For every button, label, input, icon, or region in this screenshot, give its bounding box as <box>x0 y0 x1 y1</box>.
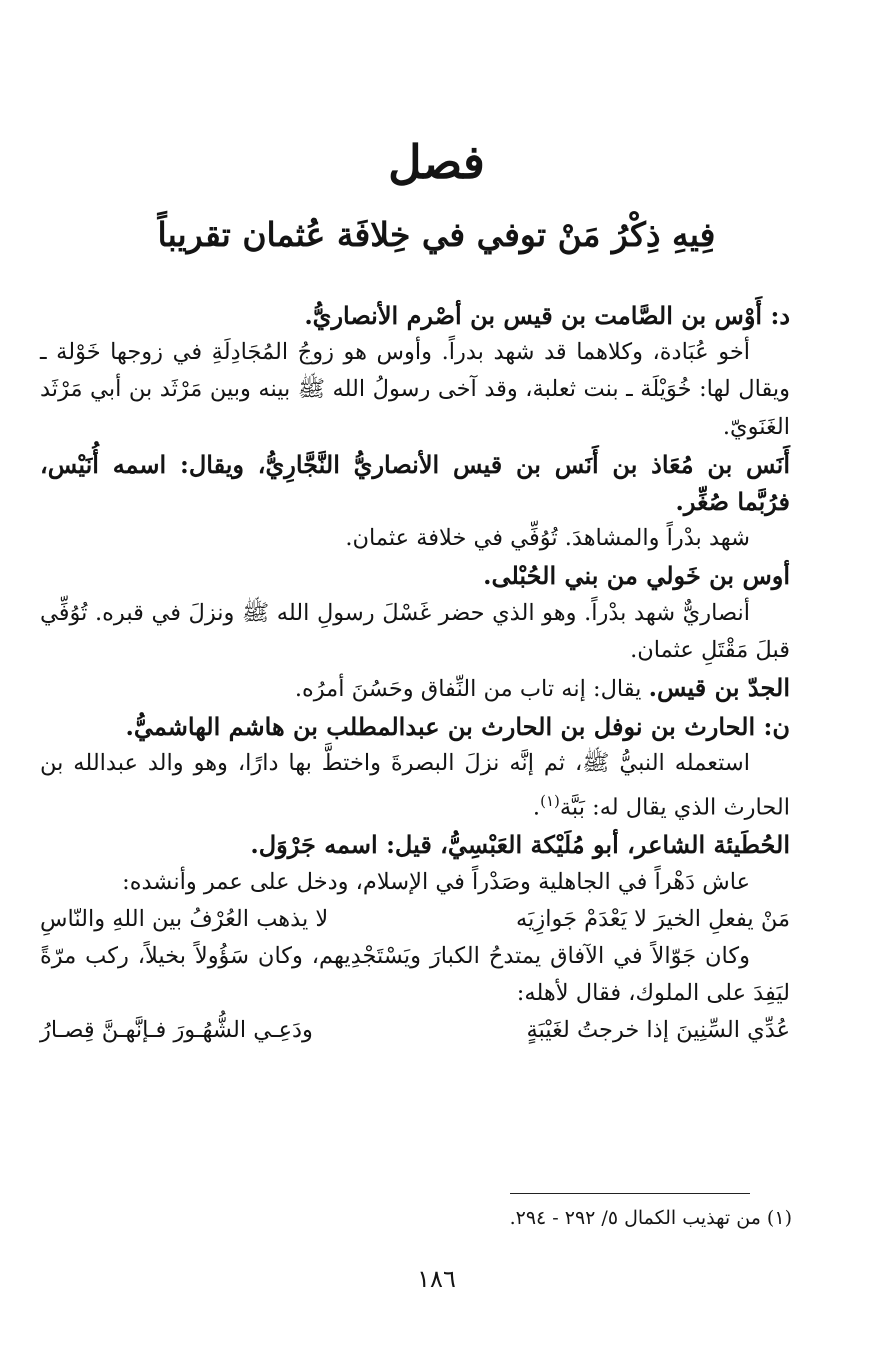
harith-text-end: . <box>532 794 541 821</box>
footnote-marker: (١) <box>540 791 560 810</box>
harith-text: استعمله النبيُّ ﷺ، ثم إنَّه نزلَ البصرةَ واختطَّ بها دارًا، وهو والد عبدالله بن الحارث الذي يقال له: بَبَّة <box>40 750 790 821</box>
entry-text-anas-ibn-muadh: شهد بدْراً والمشاهدَ. تُوُفِّي في خلافة عثمان. <box>345 525 750 552</box>
verse-2-first-hemistich: عُدِّي السِّنِينَ إذا خرجتُ لغَيْبَةٍ <box>526 1017 790 1044</box>
chapter-subtitle: فِيهِ ذِكْرُ مَنْ توفي في خِلافَة عُثمان تقريباً <box>157 215 716 254</box>
entry-text-aws-ibn-al-samit: أخو عُبَادة، وكلاهما قد شهد بدراً. وأوس هو زوجُ المُجَادِلَةِ في زوجها خَوْلة ـ ويقال لها: خُوَيْلَة ـ بنت ثعلبة، وقد آخى رسولُ الله ﷺ بينه وبين مَرْثَد بن أبي مَرْثَد الغَنَويّ. <box>40 339 790 440</box>
main-text <box>40 297 790 1050</box>
entry-text-hutayah-1: عاش دَهْراً في الجاهلية وصَدْراً في الإسلام، ودخل على عمر وأنشده: <box>122 868 750 895</box>
verse-line-1 <box>40 901 790 938</box>
chapter-title: فصل <box>388 135 485 189</box>
entry-text-harith-ibn-nawfal <box>40 745 790 826</box>
verse-line-2 <box>40 1012 790 1049</box>
entry-heading-jadd-ibn-qays: الجدّ بن قيس. <box>648 673 790 703</box>
page-number: ١٨٦ <box>417 1265 456 1293</box>
entry-heading-hutayah: الحُطَيئة الشاعر، أبو مُلَيْكة العَبْسِيُّ، قيل: اسمه جَرْوَل. <box>250 830 790 860</box>
entry-text-aws-ibn-khawli: أنصاريٌّ شهد بدْراً. وهو الذي حضر غَسْلَ رسولِ الله ﷺ ونزلَ في قبره. تُوُفِّي قبلَ مَقْتَلِ عثمان. <box>40 599 790 663</box>
entry-heading-harith-ibn-nawfal: ن: الحارث بن نوفل بن الحارث بن عبدالمطلب بن هاشم الهاشميُّ. <box>125 712 790 742</box>
entry-heading-aws-ibn-khawli: أوس بن خَولي من بني الحُبْلى. <box>483 561 790 591</box>
entry-jadd-ibn-qays <box>40 669 790 708</box>
verse-1-second-hemistich: لا يذهب العُرْفُ بين اللهِ والنّاسِ <box>40 905 329 932</box>
footnote: (١) من تهذيب الكمال ٥/ ٢٩٢ - ٢٩٤. <box>509 1207 792 1229</box>
verse-2-second-hemistich: ودَعِـي الشُّهُـورَ فـإنَّهـنَّ قِصـارُ <box>40 1017 313 1044</box>
entry-text-hutayah-2: وكان جَوّالاً في الآفاق يمتدحُ الكبارَ ويَسْتَجْدِيهم، وكان سَؤُولاً بخيلاً، ركب مرّةً ليَفِدَ على الملوك، فقال لأهله: <box>40 942 790 1007</box>
entry-heading-anas-ibn-muadh: أَنَس بن مُعَاذ بن أَنَس بن قيس الأنصاريُّ النَّجَّارِيُّ، ويقال: اسمه أُنَيْس، فرُبَّما صُغِّر. <box>40 449 790 517</box>
footnote-divider <box>510 1193 750 1194</box>
entry-text-jadd-ibn-qays: يقال: إنه تاب من النِّفاق وحَسُنَ أمرُه. <box>294 676 642 703</box>
verse-1-first-hemistich: مَنْ يفعلِ الخيرَ لا يَعْدَمْ جَوازِيَه <box>516 905 790 932</box>
entry-heading-aws-ibn-al-samit: د: أَوْس بن الصَّامت بن قيس بن أصْرم الأنصاريُّ. <box>304 301 790 330</box>
